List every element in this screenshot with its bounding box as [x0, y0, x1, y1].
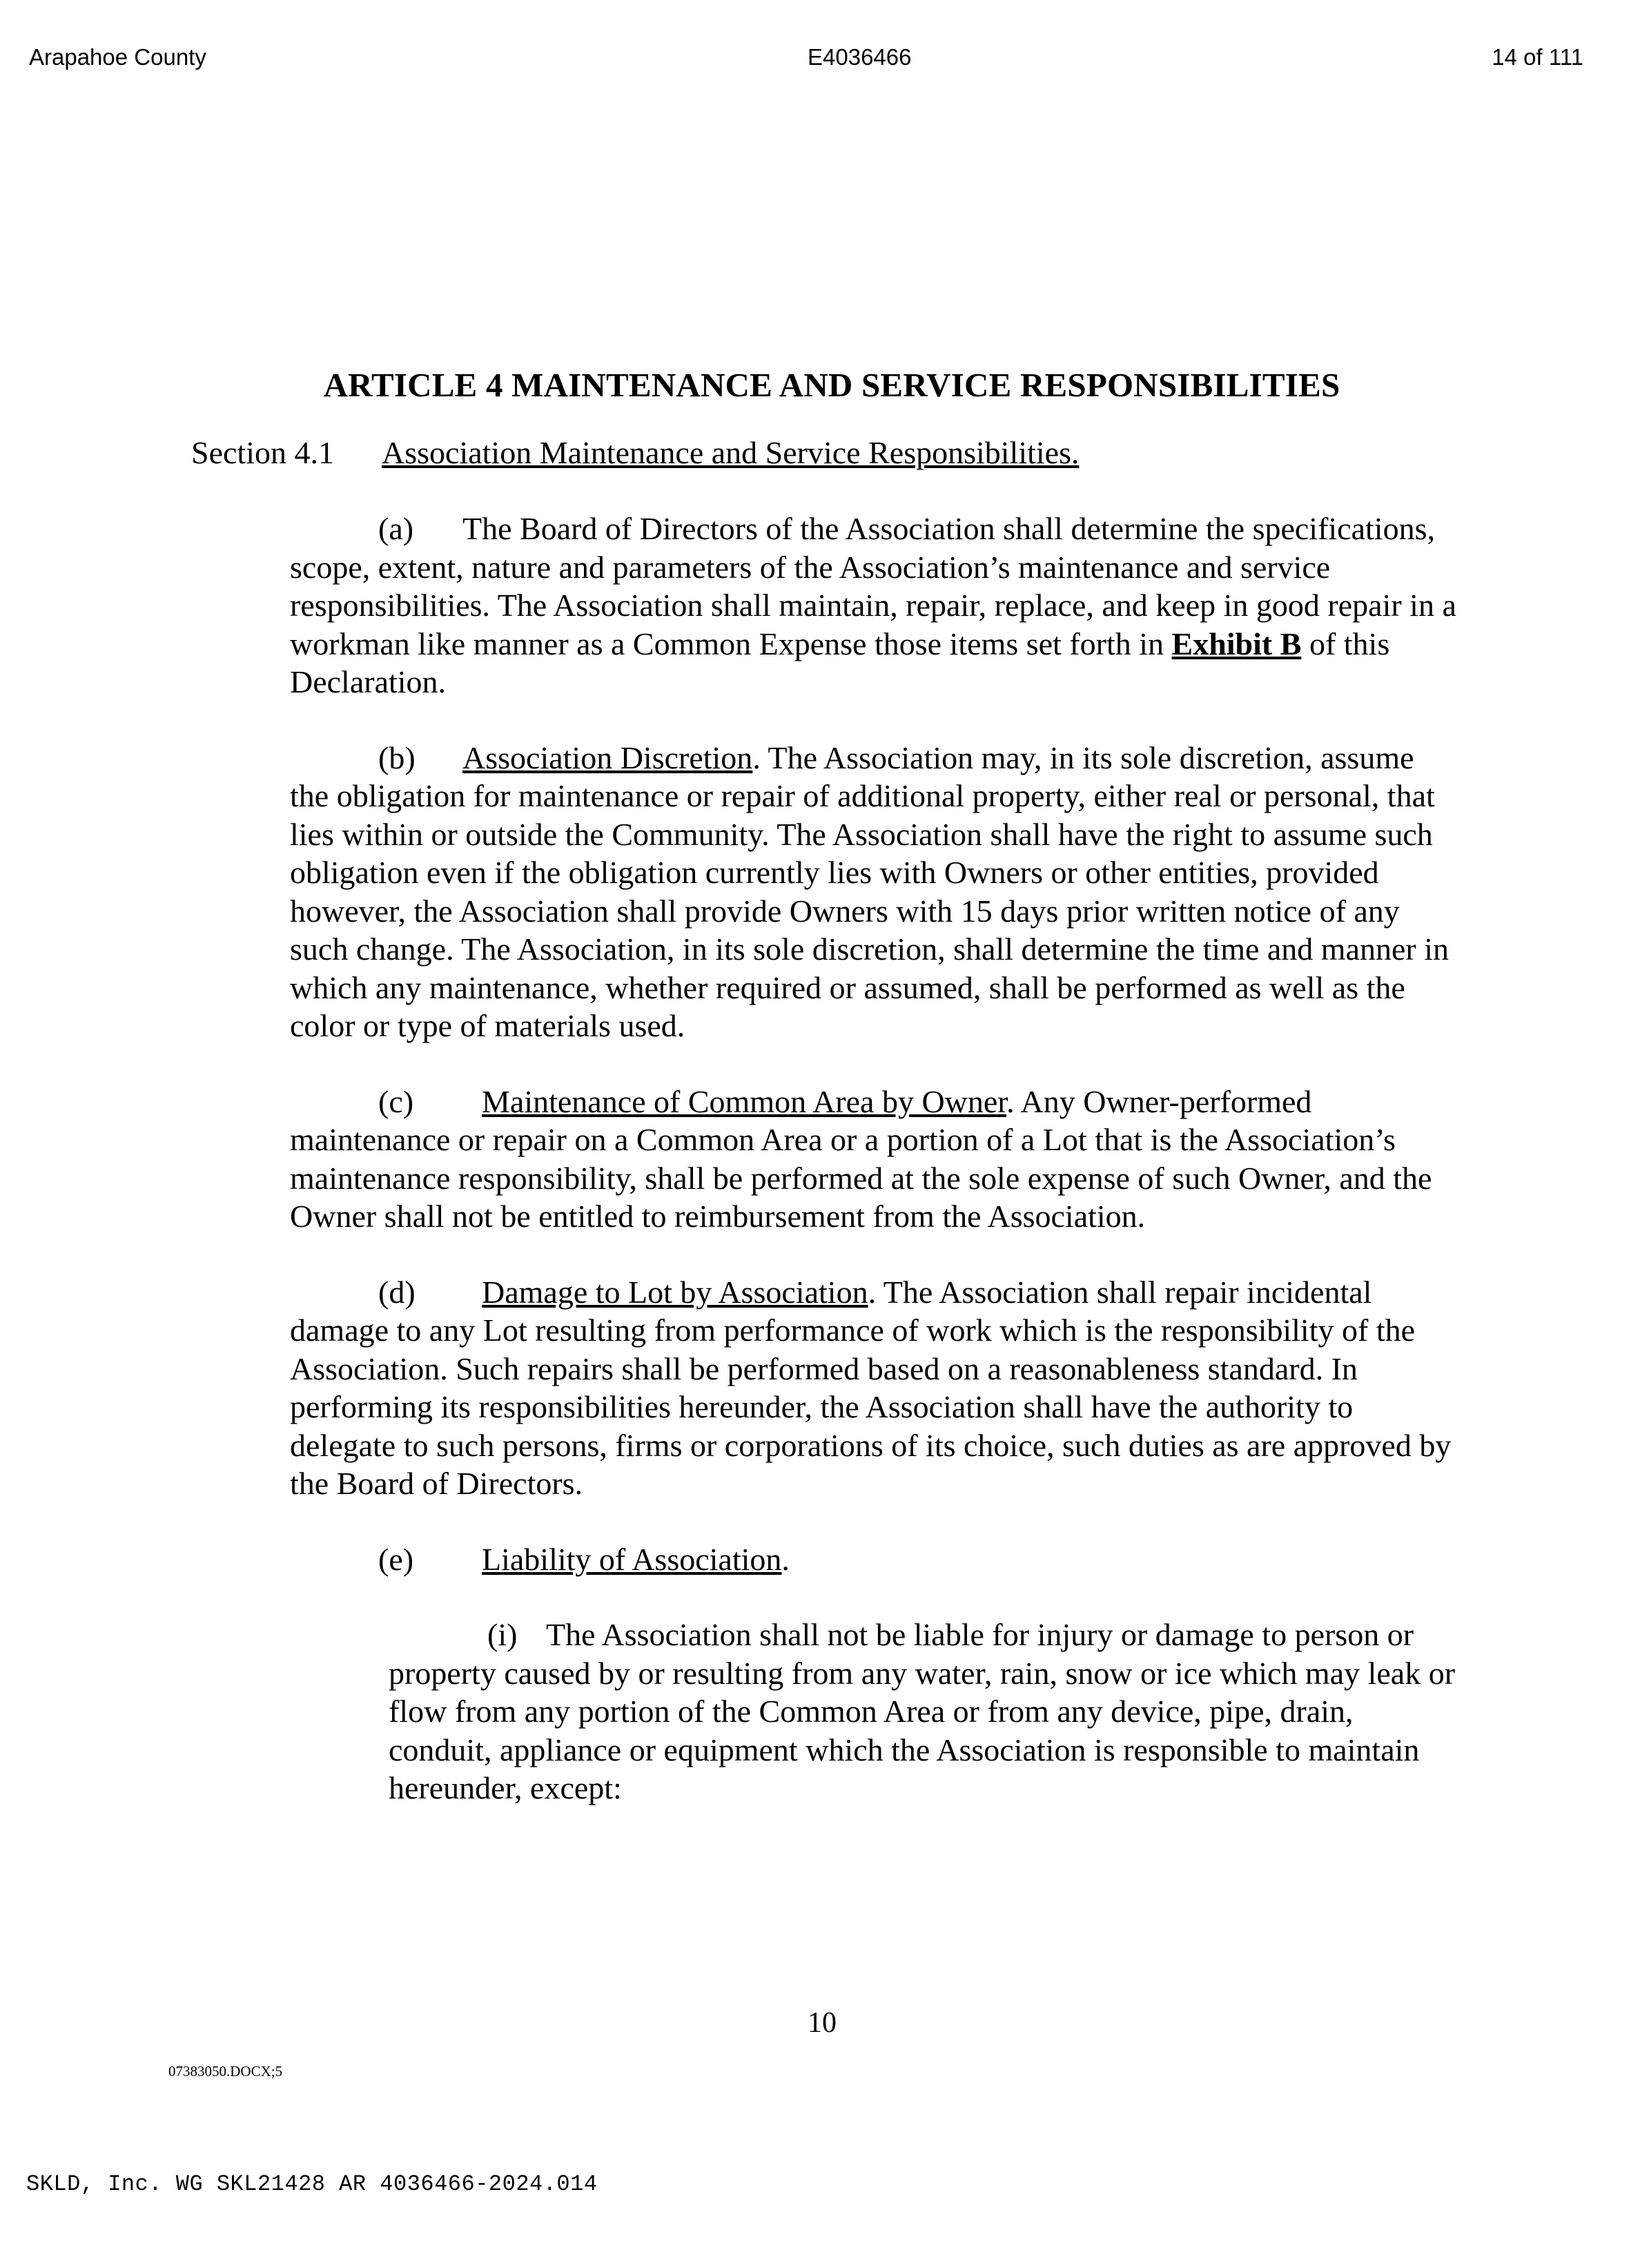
article-title: ARTICLE 4 MAINTENANCE AND SERVICE RESPONSIBILITIES — [323, 366, 1340, 404]
paragraph-c — [290, 1083, 1456, 1236]
paragraph-a — [290, 510, 1456, 701]
paragraph-text: . — [781, 1541, 790, 1577]
section-title: Association Maintenance and Service Responsibilities. — [382, 434, 1080, 470]
page-number: 10 — [808, 2007, 837, 2039]
subparagraph-text: The Association shall not be liable for injury or damage to person or property caused by or resulting from any water, rain, snow or ice which may leak or flow from any portion of the Common Area or from any device, pipe, drain, conduit, appliance or equipment which the Association is responsible to maintain hereunder, except: — [389, 1617, 1456, 1805]
paragraph-e-i — [389, 1616, 1456, 1807]
paragraph-text: The Board of Directors of the Association shall determine the specifications, scope, extent, nature and parameters of the Association’s maintenance and service responsibilities. The Association shall maintain, repair, replace, and keep in good repair in a workman like manner as a Common Expense those items set forth in — [290, 511, 1456, 661]
paragraph-b — [290, 739, 1456, 1045]
header-county: Arapahoe County — [29, 44, 206, 70]
paragraph-heading: Liability of Association — [482, 1541, 782, 1577]
paragraph-label: (a) — [378, 511, 414, 546]
document-reference: 07383050.DOCX;5 — [168, 2063, 283, 2080]
paragraph-label: (b) — [378, 739, 416, 775]
paragraph-text: . The Association shall repair incidental damage to any Lot resulting from performance of work which is the responsibility of the Association. Such repairs shall be performed based on a reasonableness standard. In performing its responsibilities hereunder, the Association shall have the authority to delegate to such persons, firms or corporations of its choice, such duties as are approved by the Board of Directors. — [290, 1274, 1452, 1501]
section-number: Section 4.1 — [191, 434, 334, 470]
paragraph-label: (d) — [378, 1274, 416, 1310]
paragraph-heading: Association Discretion — [462, 739, 753, 775]
paragraph-heading: Maintenance of Common Area by Owner — [482, 1083, 1007, 1119]
paragraph-text-end: of this Declaration. — [290, 626, 1390, 699]
paragraph-text: . Any Owner-performed maintenance or repair on a Common Area or a portion of a Lot that is the Association’s maintenance responsibility, shall be performed at the sole expense of such Owner, and the Owner shall not be entitled to reimbursement from the Association. — [290, 1083, 1432, 1234]
paragraph-text: . The Association may, in its sole discretion, assume the obligation for maintenance or repair of additional property, either real or personal, that lies within or outside the Community. The Association shall have the right to assume such obligation even if the obligation currently lies with Owners or other entities, provided however, the Association shall provide Owners with 15 days prior written notice of any such change. The Association, in its sole discretion, shall determine the time and manner in which any maintenance, whether required or assumed, shall be performed as well as the color or type of materials used. — [290, 739, 1449, 1043]
paragraph-label: (c) — [378, 1083, 414, 1119]
document-body — [191, 366, 1456, 1807]
exhibit-reference: Exhibit B — [1171, 626, 1302, 661]
subparagraph-label: (i) — [487, 1617, 518, 1652]
header-page-count: 14 of 111 — [1492, 44, 1583, 70]
header-reception-number: E4036466 — [808, 44, 912, 70]
paragraph-d — [290, 1273, 1456, 1503]
section-heading — [191, 434, 1456, 472]
paragraph-e — [290, 1540, 1456, 1579]
footer-stamp: SKLD, Inc. WG SKL21428 AR 4036466-2024.014 — [26, 2171, 598, 2197]
paragraph-label: (e) — [378, 1541, 414, 1577]
paragraph-heading: Damage to Lot by Association — [482, 1274, 868, 1310]
